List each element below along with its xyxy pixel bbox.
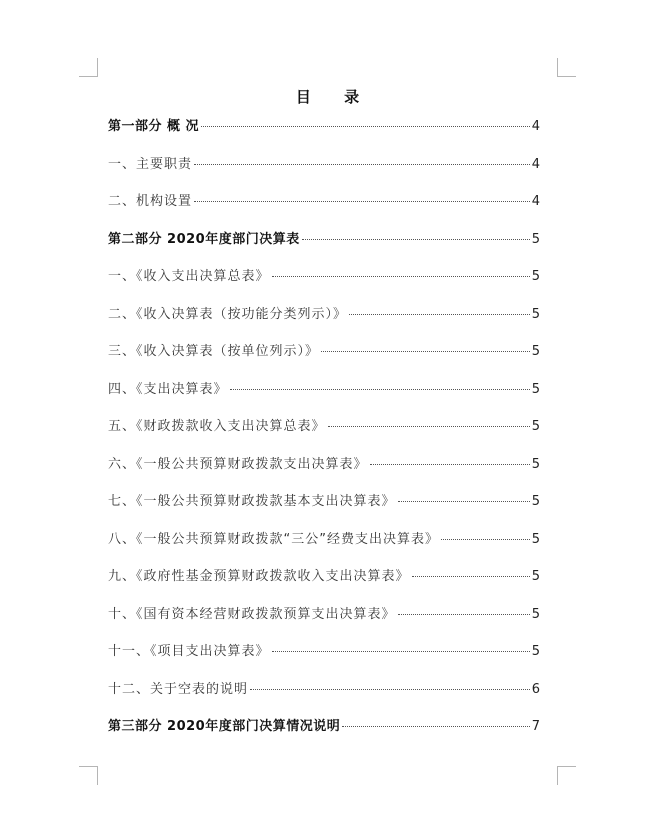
toc-title: 目 录 [295,88,374,106]
toc-entry-page: 5 [531,381,540,397]
toc-entry[interactable] [108,716,540,754]
toc-leader-dots [349,313,530,315]
toc-entry[interactable] [108,304,540,342]
toc-entry-label: 五、《财政拨款收入支出决算总表》 [108,419,326,434]
toc-entry-label: 二、机构设置 [108,194,193,209]
toc-leader-dots [441,538,530,540]
corner-mark-bottom-left [79,766,98,785]
toc-leader-dots [412,575,530,577]
toc-entry-label: 十二、关于空表的说明 [108,681,249,697]
toc-leader-dots [398,500,530,502]
toc-entry-page: 5 [531,606,540,622]
toc-entry[interactable] [108,529,540,567]
toc-entry-page: 5 [531,306,540,322]
toc-entry-label: 二、《收入决算表（按功能分类列示）》 [108,306,348,322]
toc-leader-dots [321,350,530,352]
toc-entry[interactable] [108,341,540,379]
toc-entry-label: 十、《国有资本经营财政拨款预算支出决算表》 [108,606,396,622]
toc-entry-page: 5 [531,419,540,434]
toc-entry-page: 4 [531,156,540,172]
toc-entry[interactable] [108,641,540,679]
toc-entry-label: 三、《收入决算表（按单位列示）》 [108,344,320,359]
table-of-contents [108,116,540,754]
toc-entry-page: 4 [531,194,540,209]
toc-entry[interactable] [108,266,540,304]
toc-entry-label: 一、主要职责 [108,156,193,172]
toc-leader-dots [272,275,530,277]
toc-entry-label: 九、《政府性基金预算财政拨款收入支出决算表》 [108,569,410,584]
toc-entry-page: 5 [531,344,540,359]
toc-entry[interactable] [108,379,540,417]
toc-leader-dots [342,725,530,727]
toc-entry[interactable] [108,454,540,492]
toc-entry-label: 第二部分 2020年度部门决算表 [108,231,300,247]
toc-leader-dots [398,613,530,615]
toc-entry-label: 一、《收入支出决算总表》 [108,269,270,284]
toc-entry-page: 5 [531,269,540,284]
toc-entry-label: 四、《支出决算表》 [108,381,228,397]
toc-leader-dots [201,125,530,127]
toc-entry[interactable] [108,116,540,154]
toc-entry-page: 4 [531,119,540,134]
toc-leader-dots [272,650,530,652]
toc-entry-label: 八、《一般公共预算财政拨款“三公”经费支出决算表》 [108,531,439,547]
corner-mark-bottom-right [557,766,576,785]
toc-entry-page: 5 [531,531,540,547]
toc-entry[interactable] [108,679,540,717]
toc-leader-dots [328,425,530,427]
toc-entry[interactable] [108,229,540,267]
toc-entry[interactable] [108,566,540,604]
toc-entry[interactable] [108,604,540,642]
toc-leader-dots [250,688,530,690]
toc-entry-page: 7 [531,719,540,734]
toc-entry-page: 5 [531,231,540,247]
toc-entry-label: 七、《一般公共预算财政拨款基本支出决算表》 [108,494,396,509]
toc-leader-dots [194,163,530,165]
toc-entry[interactable] [108,416,540,454]
toc-entry-label: 六、《一般公共预算财政拨款支出决算表》 [108,456,368,472]
toc-entry-label: 第一部分 概 况 [108,119,200,134]
toc-leader-dots [194,200,530,202]
corner-mark-top-left [79,58,98,77]
toc-leader-dots [370,463,530,465]
corner-mark-top-right [557,58,576,77]
toc-entry-label: 十一、《项目支出决算表》 [108,644,270,659]
toc-leader-dots [230,388,530,390]
toc-entry[interactable] [108,491,540,529]
toc-entry[interactable] [108,191,540,229]
toc-entry-page: 5 [531,644,540,659]
toc-entry[interactable] [108,154,540,192]
toc-entry-page: 5 [531,494,540,509]
toc-leader-dots [302,238,530,240]
toc-entry-page: 6 [531,681,540,697]
toc-entry-page: 5 [531,456,540,472]
toc-entry-label: 第三部分 2020年度部门决算情况说明 [108,719,341,734]
toc-entry-page: 5 [531,569,540,584]
